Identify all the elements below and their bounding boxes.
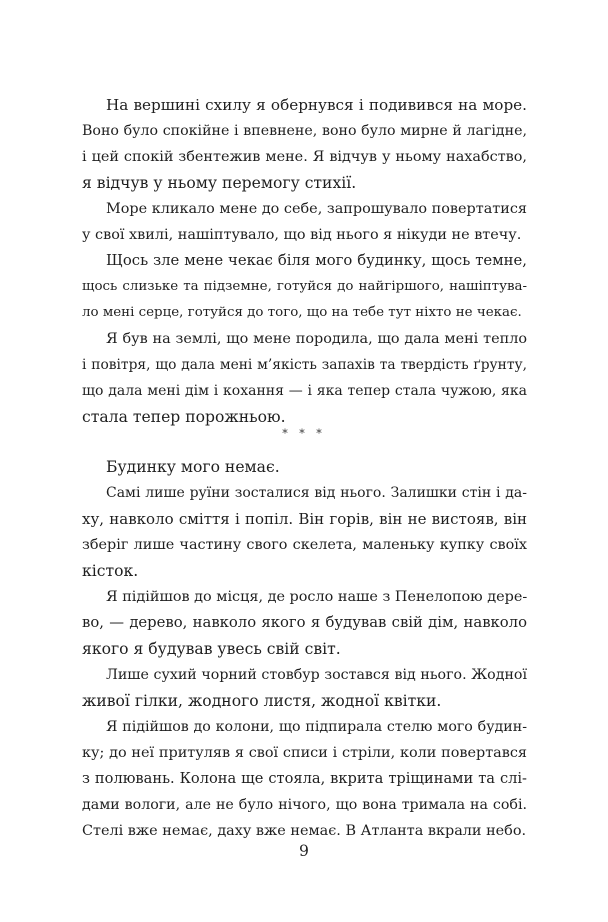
text-line: во, — дерево, навколо якого я будував свій дім, навколо — [82, 614, 527, 631]
text-line: На вершині схилу я обернувся і подивився на море. — [106, 96, 527, 114]
text-line: ку; до неї притуляв я свої списи і стріли, коли повертався — [82, 745, 527, 761]
text-line: Море кликало мене до себе, запрошувало повертатися — [106, 201, 527, 217]
text-line: живої гілки, жодного листя, жодної квітки. — [82, 692, 442, 710]
text-line: з полювань. Колона ще стояла, вкрита тріщинами та слі- — [82, 770, 527, 787]
text-line: зберіг лише частину свого скелета, маленьку купку своїх — [82, 537, 527, 553]
text-line: дами вологи, але не було нічого, що вона тримала на собі. — [82, 797, 527, 813]
text-line: Щось зле мене чекає біля мого будинку, щось темне, — [106, 252, 527, 269]
text-line: Будинку мого немає. — [106, 458, 280, 476]
section-separator: * * * — [282, 427, 326, 440]
text-line: Самі лише руїни зосталися від нього. Залишки стін і да- — [106, 485, 527, 501]
text-line: Воно було спокійне і впевнене, воно було мирне й лагідне, — [82, 123, 527, 139]
text-line: у свої хвилі, нашіптувало, що від нього я нікуди не втечу. — [82, 227, 522, 243]
text-line: і цей спокій збентежив мене. Я відчув у ньому нахабство, — [82, 149, 527, 165]
text-line: якого я будував увесь свій світ. — [82, 640, 341, 658]
text-line: ху, навколо сміття і попіл. Він горів, він не вистояв, він — [82, 510, 527, 528]
text-line: кісток. — [82, 562, 139, 580]
text-line: що дала мені дім і кохання — і яка тепер стала чужою, яка — [82, 383, 527, 399]
text-line: я відчув у ньому перемогу стихії. — [82, 174, 357, 192]
page-number: 9 — [299, 842, 309, 860]
text-line: Стелі вже немає, даху вже немає. В Атланта вкрали небо. — [82, 823, 527, 839]
text-line: стала тепер порожньою. — [82, 408, 286, 426]
text-line: ло мені серце, готуйся до того, що на тебе тут ніхто не чекає. — [82, 305, 522, 320]
text-line: Я підійшов до місця, де росло наше з Пенелопою дере- — [106, 589, 528, 605]
text-line: щось слизьке та підземне, готуйся до найгіршого, нашіптува- — [82, 279, 527, 294]
text-line: Лише сухий чорний стовбур зостався від нього. Жодної — [106, 667, 527, 683]
text-line: і повітря, що дала мені м’якість запахів та твердість ґрунту, — [82, 357, 527, 373]
text-line: Я був на землі, що мене породила, що дала мені тепло — [106, 331, 527, 347]
text-line: Я підійшов до колони, що підпирала стелю мого будин- — [106, 719, 527, 735]
